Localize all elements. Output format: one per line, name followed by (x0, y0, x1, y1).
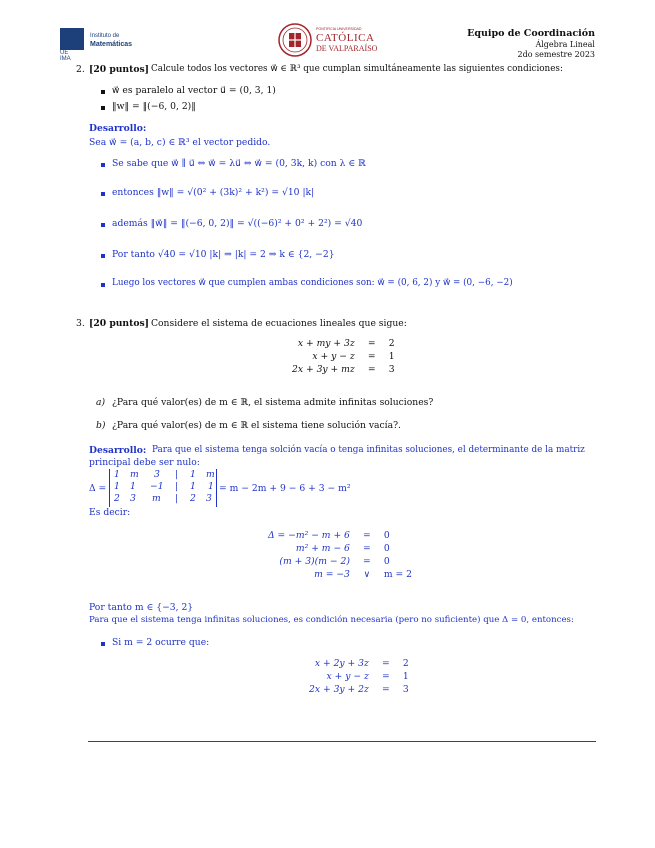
question-b-label: b) (96, 420, 106, 431)
problem-2-condition: ‖w‖ = ‖(−6, 0, 2)‖ (112, 101, 196, 112)
problem-3-number: 3. (76, 318, 85, 329)
problem-2-step: Luego los vectores w⃗ que cumplen ambas condiciones son: w⃗ = (0, 6, 2) y w⃗ = (0, −6, −2) (112, 278, 513, 288)
determinant-matrix: 1 m 3 | 1 m 1 1 −1 | 1 1 2 3 m | 2 3 (109, 469, 217, 507)
bullet-icon (101, 642, 105, 646)
equation-row: m = −3 ∨ m = 2 (314, 569, 413, 580)
bullet-icon (101, 192, 105, 196)
problem-3-dev-line2: principal debe ser nulo: (89, 457, 200, 468)
problem-2-step: además ‖w⃗‖ = ‖(−6, 0, 2)‖ = √((−6)² + 0² + 2²) = √40 (112, 218, 363, 229)
problem-3-points: [20 puntos] (89, 318, 150, 329)
bullet-icon (101, 90, 105, 94)
problem-2-statement: Calcule todos los vectores w⃗ ∈ ℝ³ que cumplan simultáneamente las siguientes condiciones: (151, 64, 563, 74)
delta-label: Δ = (89, 483, 107, 494)
problem-2-dev-title: Desarrollo: (89, 123, 147, 134)
problem-3-statement: Considere el sistema de ecuaciones lineales que sigue: (151, 318, 407, 329)
para-que: Para que el sistema tenga infinitas soluciones, es condición necesaria (pero no suficiente) que Δ = 0, entonces: (89, 615, 574, 625)
problem-2-step: Se sabe que w⃗ ∥ u⃗ ⇔ w⃗ = λu⃗ ⇔ w⃗ = (0, 3k, k) con λ ∈ ℝ (112, 158, 366, 169)
question-a: ¿Para qué valor(es) de m ∈ ℝ, el sistema admite infinitas soluciones? (112, 397, 434, 408)
header-course: Álgebra Lineal (535, 40, 595, 49)
problem-2-step: Por tanto √40 = √10 |k| ⇒ |k| = 2 ⇒ k ∈ {2, −2} (112, 249, 335, 260)
header-semester: 2do semestre 2023 (517, 50, 595, 59)
problem-2-dev-intro: Sea w⃗ = (a, b, c) ∈ ℝ³ el vector pedido. (89, 137, 271, 148)
institute-logo (60, 28, 150, 62)
equation-row: 2x + 3y + 2z = 3 (309, 684, 409, 695)
system-equations (288, 337, 399, 376)
equation-row: x + 2y + 3z = 2 (314, 658, 409, 669)
institute-logo-left1: UE (60, 50, 69, 56)
university-name-line1: PONTIFICIA UNIVERSIDAD (316, 27, 362, 31)
problem-2-condition: w⃗ es paralelo al vector u⃗ = (0, 3, 1) (112, 85, 276, 96)
institute-logo-line2: Matemáticas (90, 41, 133, 48)
header-title: Equipo de Coordinación (467, 28, 595, 39)
es-decir: Es decir: (89, 507, 131, 518)
university-name-line2: CATÓLICA (316, 32, 375, 44)
university-logo (278, 22, 388, 60)
problem-2-number: 2. (76, 64, 85, 75)
institute-logo-line1: Instituto de (90, 33, 120, 39)
institute-logo-left2: IMA (60, 56, 71, 62)
bullet-icon (101, 163, 105, 167)
question-a-label: a) (96, 397, 106, 408)
si-m2: Si m = 2 ocurre que: (112, 637, 210, 648)
equation-row: x + y − z = 1 (326, 671, 409, 682)
equation-row: (m + 3)(m − 2) = 0 (279, 556, 390, 567)
question-b: ¿Para qué valor(es) de m ∈ ℝ el sistema tiene solución vacía?. (112, 420, 401, 431)
bullet-icon (101, 106, 105, 110)
equation-row: m² + m − 6 = 0 (295, 543, 390, 554)
bullet-icon (101, 254, 105, 258)
page-divider (88, 741, 596, 742)
problem-3-dev-title: Desarrollo: (89, 445, 147, 456)
equation-row: x + my + 3z = 2 (297, 338, 395, 349)
problem-2-points: [20 puntos] (89, 64, 150, 75)
institute-logo-mark (60, 28, 84, 50)
delta-equations (264, 529, 416, 581)
bullet-icon (101, 223, 105, 227)
equation-row: 2x + 3y + mz = 3 (292, 364, 395, 375)
university-name-line3: DE VALPARAÍSO (316, 44, 378, 53)
equation-row: x + y − z = 1 (312, 351, 395, 362)
university-seal-icon (278, 22, 312, 58)
por-tanto: Por tanto m ∈ {−3, 2} (89, 602, 194, 613)
problem-3-dev-line1: Para que el sistema tenga solción vacía o tenga infinitas soluciones, el determinante de la matriz (152, 445, 585, 455)
problem-2-step: entonces ‖w‖ = √(0² + (3k)² + k²) = √10 |k| (112, 187, 315, 198)
equation-row: Δ = −m² − m + 6 = 0 (268, 530, 390, 541)
bullet-icon (101, 283, 105, 287)
system-m2 (305, 657, 413, 696)
determinant-result: = m − 2m + 9 − 6 + 3 − m² (219, 483, 351, 494)
